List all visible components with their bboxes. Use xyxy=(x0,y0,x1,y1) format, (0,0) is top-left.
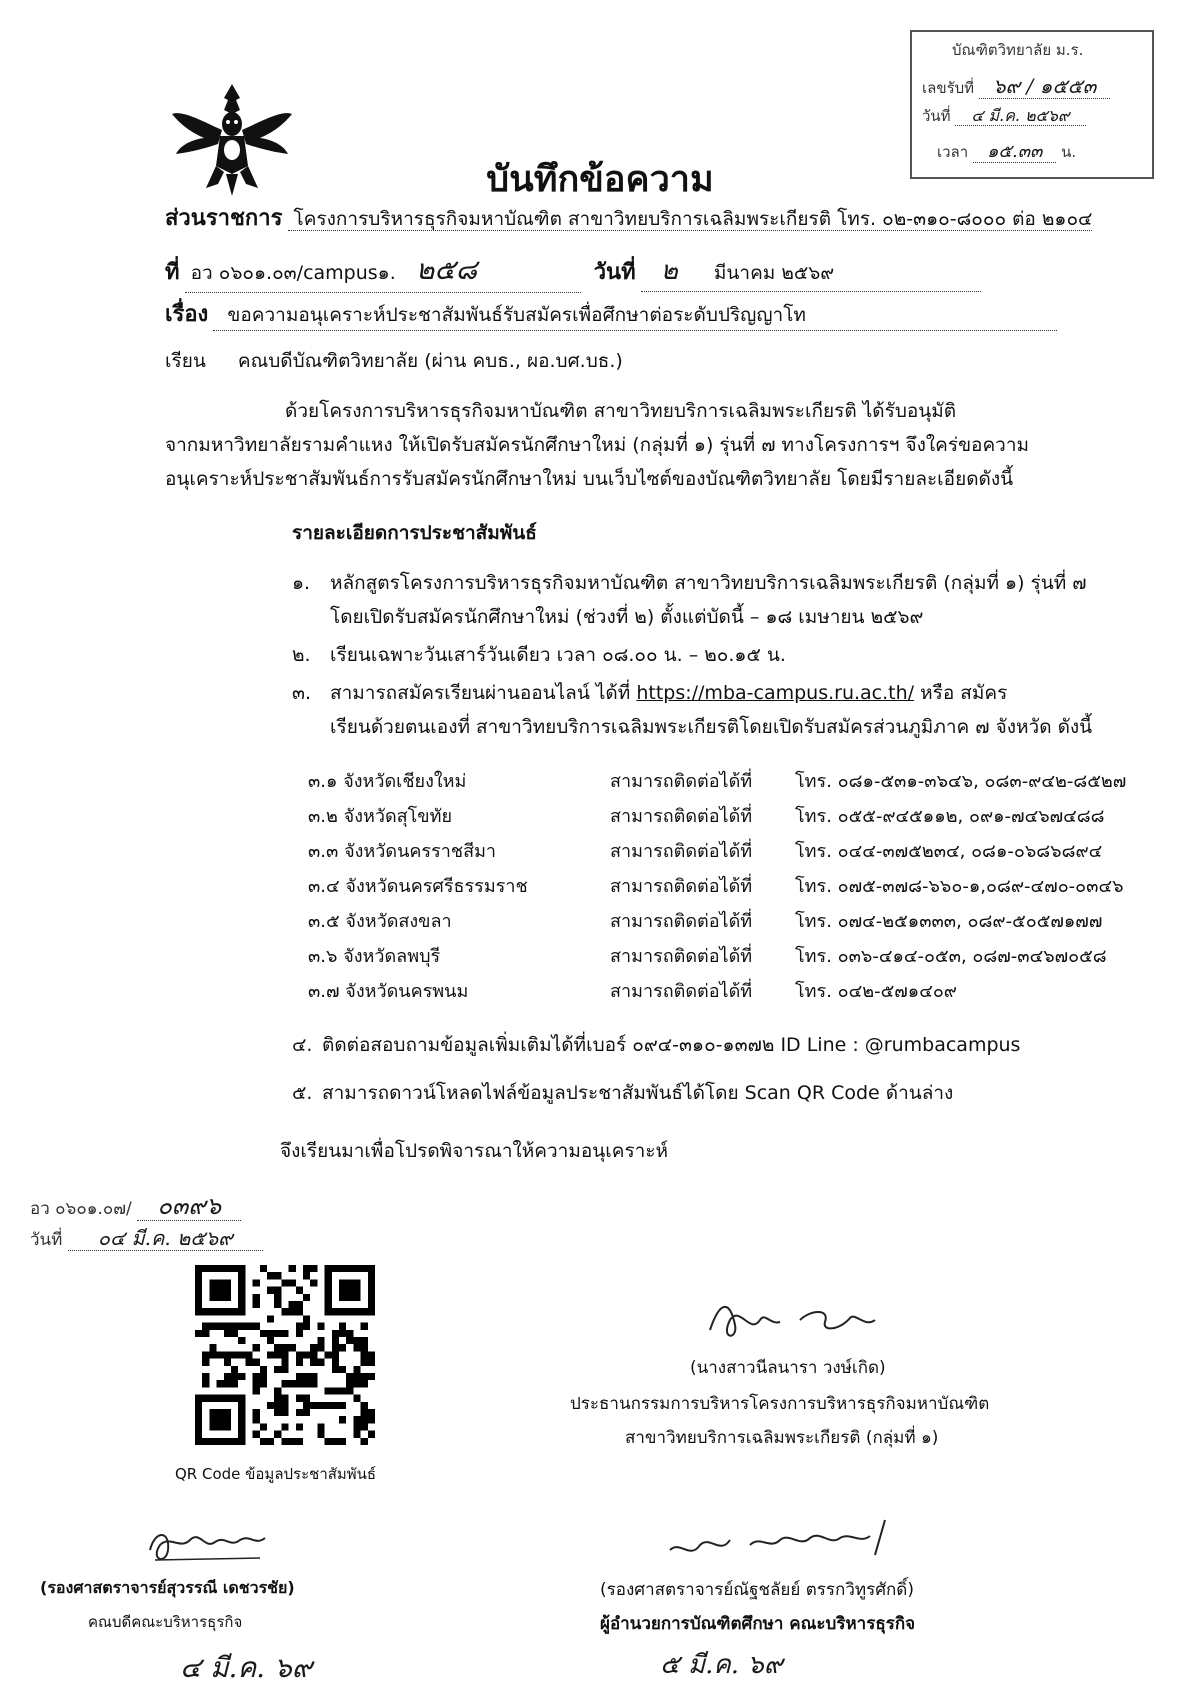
registration-link[interactable]: https://mba-campus.ru.ac.th/ xyxy=(636,682,915,704)
body-line-1: ด้วยโครงการบริหารธุรกิจมหาบัณฑิต สาขาวิทยบริการเฉลิมพระเกียรติ ได้รับอนุมัติ xyxy=(285,400,957,422)
stamp-date: ๔ มี.ค. ๒๕๖๙ xyxy=(955,106,1085,126)
handnote-ref-row xyxy=(30,1186,241,1225)
province-contact: สามารถติดต่อได้ที่ xyxy=(610,911,753,932)
stamp-date-row xyxy=(922,104,1086,129)
signature-2-icon xyxy=(140,1510,290,1570)
handnote-date-label: วันที่ xyxy=(30,1230,63,1250)
province-name: จังหวัดนครศรีธรรมราช xyxy=(345,876,528,897)
subject-label: เรื่อง xyxy=(165,302,209,327)
item-2: เรียนเฉพาะวันเสาร์วันเดียว เวลา ๐๘.๐๐ น. – ๒๐.๑๕ น. xyxy=(330,644,786,666)
date-day: ๒ xyxy=(660,256,678,286)
province-phone: โทร. ๐๗๕-๓๗๘-๖๖๐-๑,๐๘๙-๔๗๐-๐๓๔๖ xyxy=(795,876,1124,897)
province-phone: โทร. ๐๕๕-๙๔๕๑๑๒, ๐๙๑-๗๔๖๗๔๘๘ xyxy=(795,806,1105,827)
province-row xyxy=(308,976,468,1005)
item-2-num: ๒. xyxy=(292,644,311,666)
province-contact: สามารถติดต่อได้ที่ xyxy=(610,841,753,862)
province-row xyxy=(308,801,452,830)
item-3-line-1 xyxy=(330,678,1007,708)
stamp-time-label: เวลา xyxy=(937,143,969,161)
ref-label: ที่ xyxy=(165,260,180,285)
province-num: ๓.๔ xyxy=(308,876,340,897)
ref-value-wrap xyxy=(185,248,581,293)
ref-row xyxy=(165,248,1065,293)
to-label: เรียน xyxy=(165,350,206,372)
to-row xyxy=(165,346,623,376)
province-name: จังหวัดลพบุรี xyxy=(343,946,441,967)
body-line-2: จากมหาวิทยาลัยรามคำแหง ให้เปิดรับสมัครนักศึกษาใหม่ (กลุ่มที่ ๑) รุ่นที่ ๗ ทางโครงการฯ จึงใคร่ขอความ xyxy=(165,434,1030,456)
signer-3-date: ๕ มี.ค. ๖๙ xyxy=(660,1650,783,1680)
handnote-ref: อว ๐๖๐๑.๐๗/ xyxy=(30,1199,132,1219)
province-phone: โทร. ๐๔๔-๓๗๕๒๓๔, ๐๘๑-๐๖๘๖๘๙๔ xyxy=(795,841,1103,862)
qr-caption: QR Code ข้อมูลประชาสัมพันธ์ xyxy=(175,1465,377,1483)
stamp-org: บัณฑิตวิทยาลัย ม.ร. xyxy=(952,41,1084,59)
province-num: ๓.๑ xyxy=(308,771,338,792)
province-name: จังหวัดเชียงใหม่ xyxy=(343,771,467,792)
agency-row xyxy=(165,200,1092,235)
province-phone: โทร. ๐๓๖-๔๑๔-๐๕๓, ๐๘๗-๓๔๖๗๐๕๘ xyxy=(795,946,1107,967)
stamp-time: ๑๕.๓๓ xyxy=(973,141,1056,163)
province-phone: โทร. ๐๔๒-๕๗๑๔๐๙ xyxy=(795,981,957,1002)
item-5: สามารถดาวน์โหลดไฟล์ข้อมูลประชาสัมพันธ์ได้โดย Scan QR Code ด้านล่าง xyxy=(322,1082,954,1104)
signature-3-icon xyxy=(660,1510,910,1570)
document-title: บันทึกข้อความ xyxy=(486,159,714,200)
province-name: จังหวัดสงขลา xyxy=(345,911,452,932)
handnote-date: ๐๔ มี.ค. ๒๕๖๙ xyxy=(68,1226,263,1251)
signer-2-date: ๔ มี.ค. ๖๙ xyxy=(180,1651,313,1684)
date-label: วันที่ xyxy=(593,260,636,285)
item-1-line-2: โดยเปิดรับสมัครนักศึกษาใหม่ (ช่วงที่ ๒) ตั้งแต่บัดนี้ – ๑๘ เมษายน ๒๕๖๙ xyxy=(330,606,924,628)
province-row xyxy=(308,871,528,900)
signer-2-position: คณบดีคณะบริหารธุรกิจ xyxy=(88,1613,243,1631)
item-4-num: ๔. xyxy=(292,1034,313,1056)
subject-value: ขอความอนุเคราะห์ประชาสัมพันธ์รับสมัครเพื่อศึกษาต่อระดับปริญญาโท xyxy=(213,300,1057,331)
province-name: จังหวัดนครพนม xyxy=(345,981,469,1002)
date-value-wrap xyxy=(641,250,981,292)
province-contact: สามารถติดต่อได้ที่ xyxy=(610,946,753,967)
signer-1-position-2: สาขาวิทยบริการเฉลิมพระเกียรติ (กลุ่มที่ ๑) xyxy=(625,1428,939,1448)
item-1-line-1: หลักสูตรโครงการบริหารธุรกิจมหาบัณฑิต สาขาวิทยบริการเฉลิมพระเกียรติ (กลุ่มที่ ๑) รุ่นที่ ๗ xyxy=(330,572,1087,594)
province-row xyxy=(308,941,440,970)
province-row xyxy=(308,766,466,795)
ref-number: ๒๕๘ xyxy=(415,253,478,286)
province-num: ๓.๓ xyxy=(308,841,339,862)
stamp-date-label: วันที่ xyxy=(922,107,951,125)
stamp-receive-no: ๖๙ / ๑๕๕๓ xyxy=(979,74,1110,99)
signer-2-name: (รองศาสตราจารย์สุวรรณี เดชวรชัย) xyxy=(40,1578,295,1597)
details-heading: รายละเอียดการประชาสัมพันธ์ xyxy=(292,522,537,544)
signature-1-icon xyxy=(700,1290,910,1350)
stamp-time-unit: น. xyxy=(1061,143,1077,161)
province-phone: โทร. ๐๗๔-๒๕๑๓๓๓, ๐๘๙-๕๐๕๗๑๗๗ xyxy=(795,911,1103,932)
handnote-ref-no: ๐๓๙๖ xyxy=(137,1192,241,1221)
closing-line: จึงเรียนมาเพื่อโปรดพิจารณาให้ความอนุเคราะห์ xyxy=(280,1140,669,1162)
item-4: ติดต่อสอบถามข้อมูลเพิ่มเติมได้ที่เบอร์ ๐๙๔-๓๑๐-๑๓๗๒ ID Line : @rumbacampus xyxy=(322,1034,1021,1056)
stamp-receive-label: เลขรับที่ xyxy=(922,79,975,97)
signer-3-position: ผู้อำนวยการบัณฑิตศึกษา คณะบริหารธุรกิจ xyxy=(600,1614,916,1634)
province-phone: โทร. ๐๘๑-๕๓๑-๓๖๔๖, ๐๘๓-๙๔๒-๘๕๒๗ xyxy=(795,771,1127,792)
province-contact: สามารถติดต่อได้ที่ xyxy=(610,771,753,792)
subject-row xyxy=(165,296,1057,331)
to-value: คณบดีบัณฑิตวิทยาลัย (ผ่าน คบธ., ผอ.บศ.บธ.) xyxy=(237,350,623,372)
province-num: ๓.๒ xyxy=(308,806,338,827)
item-3-num: ๓. xyxy=(292,682,312,704)
province-name: จังหวัดนครราชสีมา xyxy=(344,841,497,862)
item-3-pre: สามารถสมัครเรียนผ่านออนไลน์ ได้ที่ xyxy=(330,682,631,704)
stamp-receive-row xyxy=(922,70,1110,102)
province-num: ๓.๖ xyxy=(308,946,338,967)
ref-value: อว ๐๖๐๑.๐๓/campus๑. xyxy=(190,262,396,284)
signer-1-name: (นางสาวนีลนารา วงษ์เกิด) xyxy=(690,1358,886,1378)
item-3-line-2: เรียนด้วยตนเองที่ สาขาวิทยบริการเฉลิมพระเกียรติโดยเปิดรับสมัครส่วนภูมิภาค ๗ จังหวัด ดังนี้ xyxy=(330,716,1093,738)
agency-label: ส่วนราชการ xyxy=(165,206,283,231)
province-contact: สามารถติดต่อได้ที่ xyxy=(610,806,753,827)
province-name: จังหวัดสุโขทัย xyxy=(343,806,453,827)
handnote-date-row xyxy=(30,1222,263,1254)
province-num: ๓.๕ xyxy=(308,911,340,932)
body-line-3: อนุเคราะห์ประชาสัมพันธ์การรับสมัครนักศึกษาใหม่ บนเว็บไซต์ของบัณฑิตวิทยาลัย โดยมีรายละเอียดดังนี้ xyxy=(165,468,1014,490)
province-num: ๓.๗ xyxy=(308,981,340,1002)
item-3-post: หรือ สมัคร xyxy=(920,682,1008,704)
signer-1-position-1: ประธานกรรมการบริหารโครงการบริหารธุรกิจมหาบัณฑิต xyxy=(570,1394,990,1414)
item-5-num: ๕. xyxy=(292,1082,313,1104)
agency-value: โครงการบริหารธุรกิจมหาบัณฑิต สาขาวิทยบริการเฉลิมพระเกียรติ โทร. ๐๒-๓๑๐-๘๐๐๐ ต่อ ๒๑๐๔ xyxy=(288,208,1093,231)
province-contact: สามารถติดต่อได้ที่ xyxy=(610,981,753,1002)
signer-3-name: (รองศาสตราจารย์ณัฐชลัยย์ ตรรกวิทูรศักดิ์) xyxy=(600,1580,914,1600)
province-contact: สามารถติดต่อได้ที่ xyxy=(610,876,753,897)
qr-code-icon[interactable] xyxy=(195,1265,375,1445)
item-1-num: ๑. xyxy=(292,572,311,594)
date-rest: มีนาคม ๒๕๖๙ xyxy=(713,262,835,284)
province-row xyxy=(308,906,452,935)
province-row xyxy=(308,836,496,865)
